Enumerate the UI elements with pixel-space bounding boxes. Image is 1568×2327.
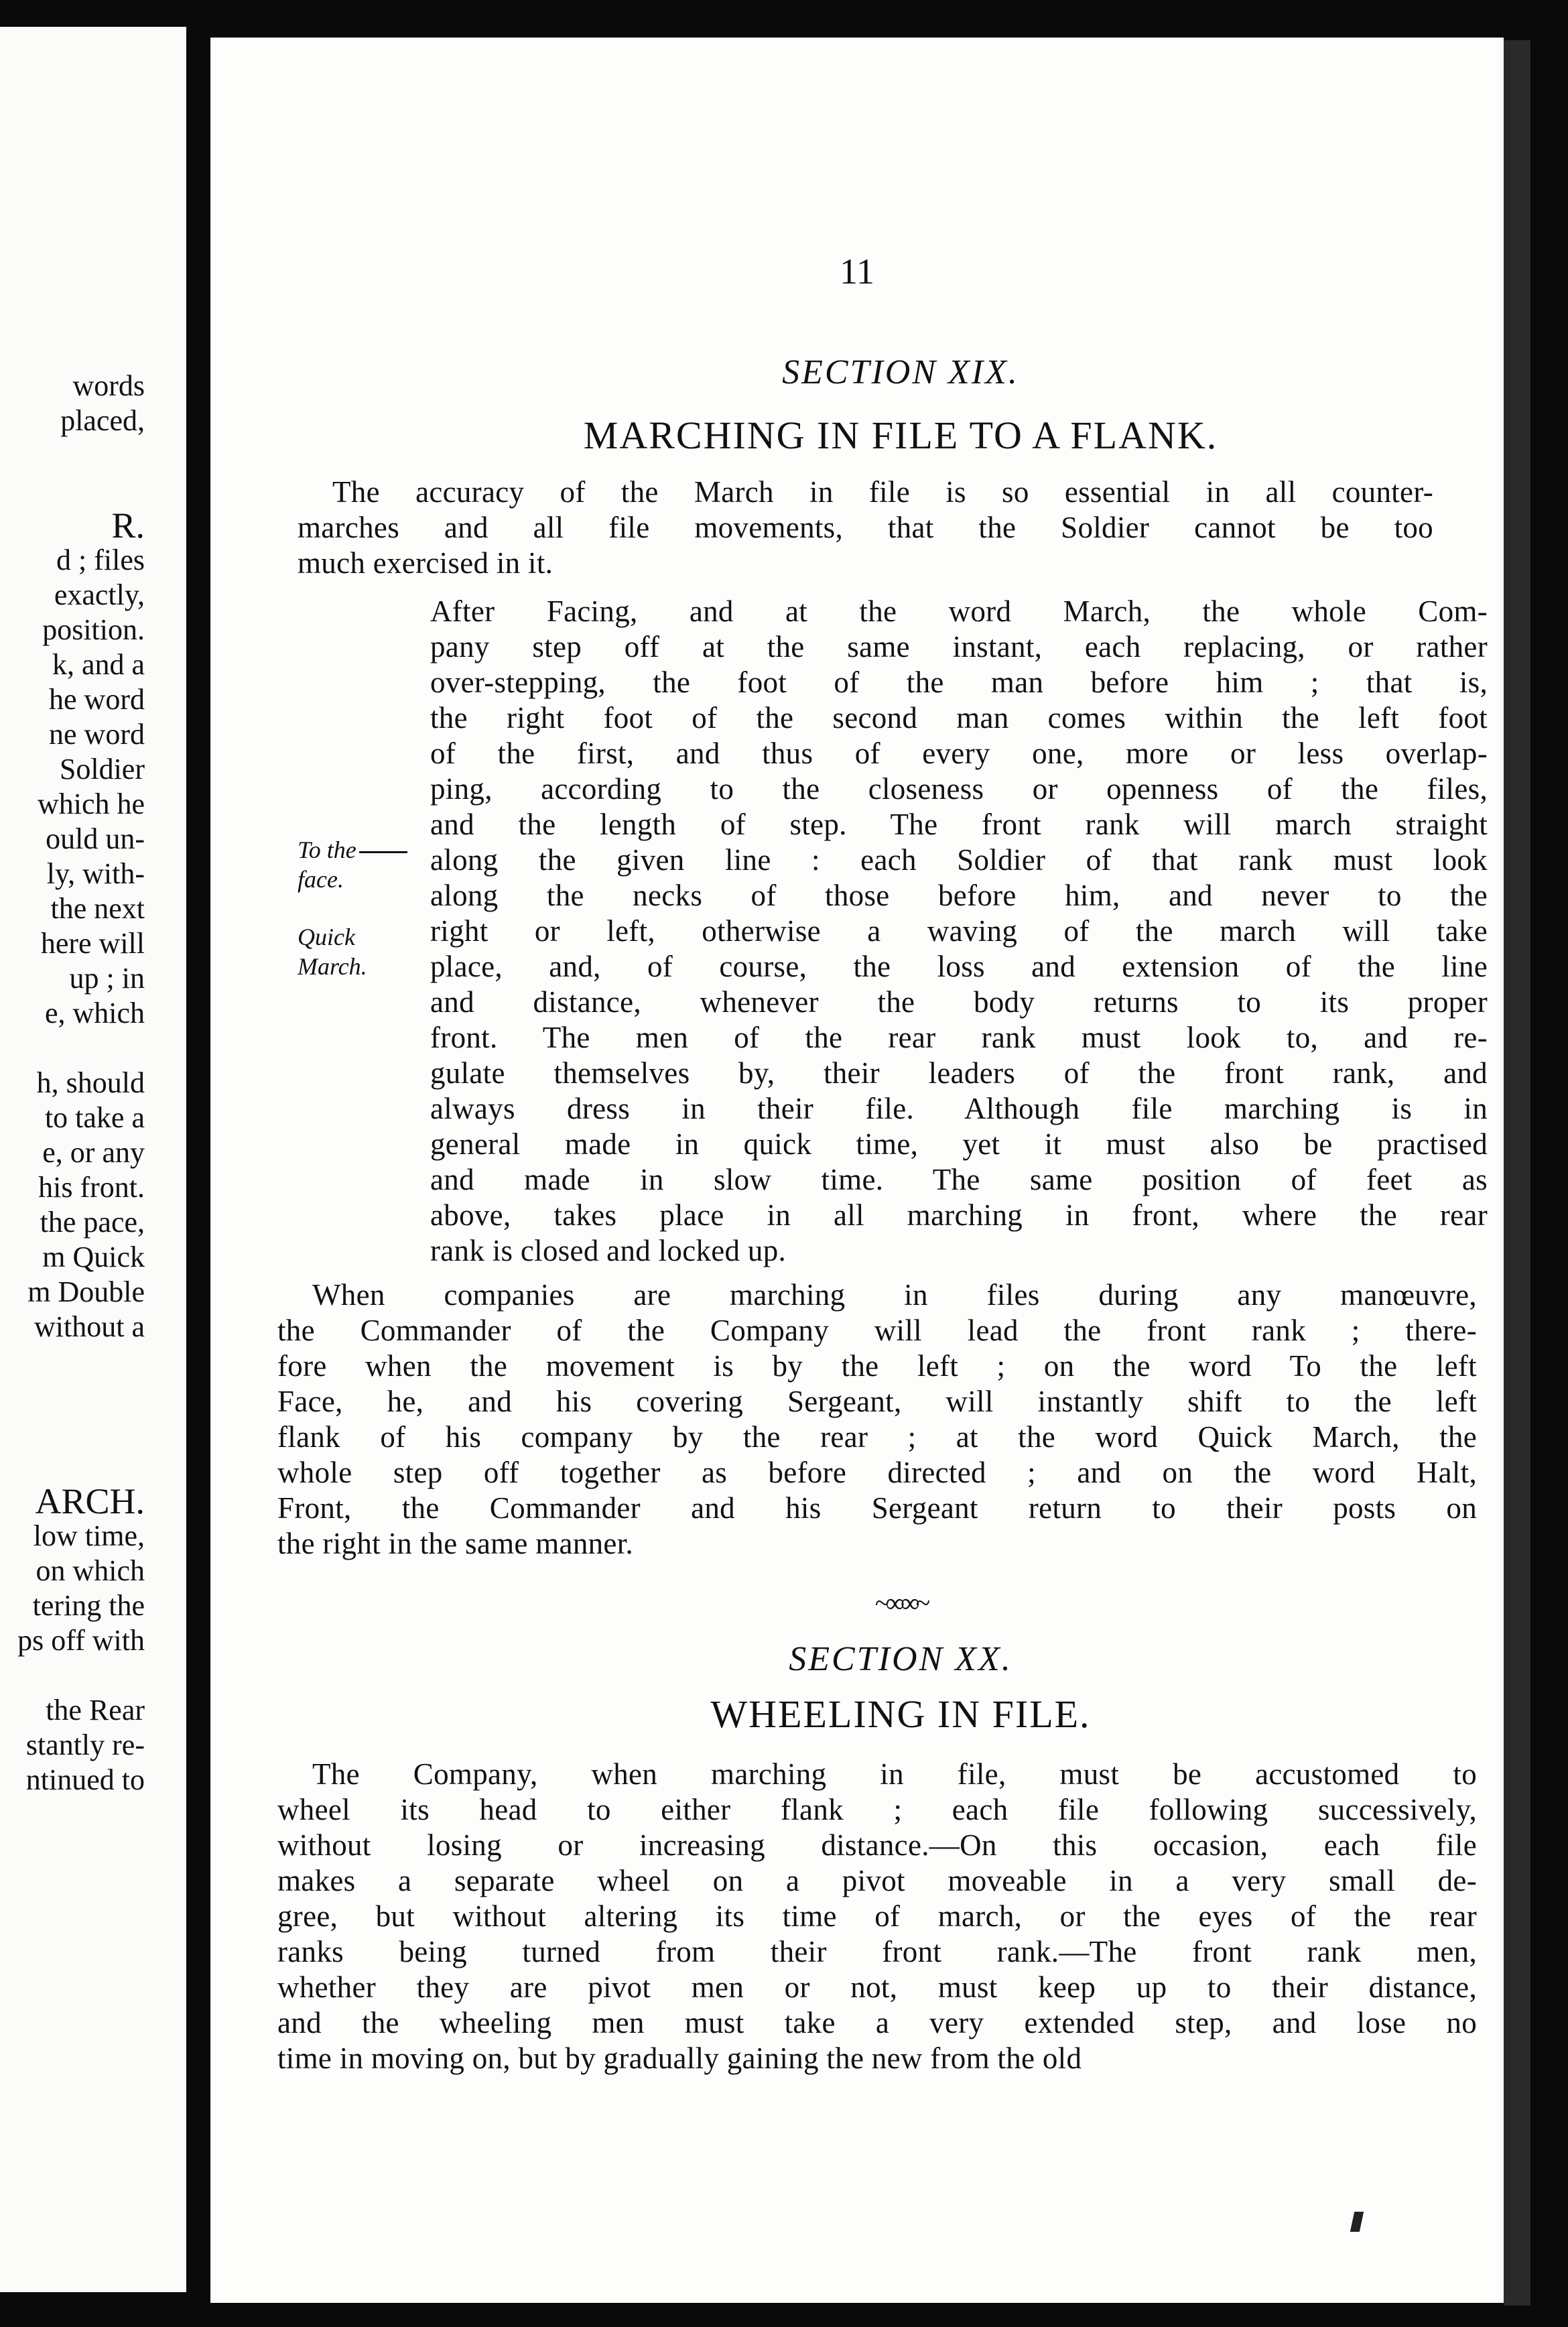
text-line: makes a separate wheel on a pivot moveable in a very small de-	[277, 1864, 1477, 1897]
fragment-line: to take a	[44, 1101, 145, 1134]
fragment-line: ly, with-	[46, 857, 145, 890]
fragment-line: the next	[50, 892, 145, 925]
fragment-line: d ; files	[56, 544, 145, 576]
text-line: marches and all file movements, that the Soldier cannot be too	[298, 511, 1433, 544]
fragment-line: on which	[36, 1554, 145, 1587]
fragment-line: placed,	[60, 404, 145, 437]
fragment-line: exactly,	[54, 578, 145, 611]
text-line: much exercised in it.	[298, 546, 553, 580]
fragment-line: the pace,	[40, 1206, 145, 1239]
fragment-line: k, and a	[52, 648, 145, 681]
fragment-line: stantly re-	[25, 1728, 145, 1761]
text-line: whether they are pivot men or not, must keep up to their distance,	[277, 1970, 1477, 2004]
fragment-line: m Quick	[42, 1241, 145, 1273]
text-line: gulate themselves by, their leaders of the front rank, and	[430, 1056, 1488, 1090]
section-19-paragraph-3	[277, 1277, 1477, 1562]
text-line: wheel its head to either flank ; each file following successively,	[277, 1793, 1477, 1826]
page-number: 11	[840, 251, 874, 292]
text-line: gree, but without altering its time of march, or the eyes of the rear	[277, 1899, 1477, 1933]
fragment-line: here will	[40, 927, 145, 960]
text-line: of the first, and thus of every one, more or less overlap-	[430, 737, 1488, 770]
fragment-line: R.	[111, 505, 145, 546]
text-line: and distance, whenever the body returns to its proper	[430, 985, 1488, 1019]
marginal-text: Quick	[298, 924, 355, 950]
section-19-paragraph-2	[430, 594, 1488, 1269]
text-line: The accuracy of the March in file is so essential in all counter-	[332, 475, 1433, 509]
text-line: After Facing, and at the word March, the whole Com-	[430, 594, 1488, 628]
section-19-title: MARCHING IN FILE TO A FLANK.	[583, 414, 1218, 457]
text-line: Front, the Commander and his Sergeant return to their posts on	[277, 1491, 1477, 1525]
fragment-line: ARCH.	[35, 1481, 145, 1521]
fragment-line: his front.	[38, 1171, 145, 1204]
section-20-heading: SECTION XX.	[789, 1640, 1012, 1678]
fragment-line: tering the	[32, 1589, 145, 1622]
fragment-line: he word	[49, 683, 145, 716]
section-19-paragraph-1	[298, 475, 1433, 581]
text-line: and the wheeling men must take a very extended step, and lose no	[277, 2006, 1477, 2039]
text-line: always dress in their file. Although file marching is in	[430, 1092, 1488, 1125]
book-page	[210, 38, 1504, 2303]
fragment-line: e, which	[44, 997, 145, 1029]
fragment-line: the Rear	[46, 1694, 145, 1726]
text-line: the right in the same manner.	[277, 1527, 634, 1560]
section-20-paragraph-1	[277, 1757, 1477, 2076]
text-line: the right foot of the second man comes within the left foot	[430, 701, 1488, 735]
text-line: rank is closed and locked up.	[430, 1234, 787, 1267]
fragment-line: Soldier	[59, 753, 145, 785]
previous-page-fragment	[0, 27, 186, 2292]
text-line: and made in slow time. The same position of feet as	[430, 1163, 1488, 1196]
text-line: front. The men of the rear rank must look to, and re-	[430, 1021, 1488, 1054]
text-line: and the length of step. The front rank will march straight	[430, 808, 1488, 841]
fragment-line: words	[72, 369, 145, 402]
text-line: When companies are marching in files during any manœuvre,	[312, 1278, 1477, 1312]
marginal-note-quick-march	[298, 922, 367, 981]
page-gutter	[186, 0, 210, 2327]
fragment-line: m Double	[27, 1275, 145, 1308]
section-divider-ornament: ~∞∞~	[874, 1588, 927, 1618]
text-line: ping, according to the closeness or openness of the files,	[430, 772, 1488, 806]
section-19-heading: SECTION XIX.	[782, 353, 1019, 391]
fragment-line: low time,	[33, 1519, 145, 1552]
text-line: pany step off at the same instant, each replacing, or rather	[430, 630, 1488, 664]
text-line: time in moving on, but by gradually gaining the new from the old	[277, 2041, 1082, 2075]
fragment-line: ould un-	[46, 822, 145, 855]
text-line: Face, he, and his covering Sergeant, will instantly shift to the left	[277, 1385, 1477, 1418]
text-line: whole step off together as before directed ; and on the word Halt,	[277, 1456, 1477, 1489]
text-line: fore when the movement is by the left ; on the word To the left	[277, 1349, 1477, 1383]
text-line: right or left, otherwise a waving of the march will take	[430, 914, 1488, 948]
fragment-line: ne word	[49, 718, 145, 751]
text-line: general made in quick time, yet it must also be practised	[430, 1127, 1488, 1161]
text-line: flank of his company by the rear ; at the word Quick March, the	[277, 1420, 1477, 1454]
fragment-line: up ; in	[69, 962, 145, 995]
text-line: the Commander of the Company will lead the front rank ; there-	[277, 1314, 1477, 1347]
fragment-line: h, should	[36, 1066, 145, 1099]
fragment-line: which he	[37, 788, 145, 820]
fragment-line: position.	[42, 613, 145, 646]
text-line: along the given line : each Soldier of that rank must look	[430, 843, 1488, 877]
text-line: The Company, when marching in file, must be accustomed to	[312, 1757, 1477, 1791]
section-20-title: WHEELING IN FILE.	[710, 1692, 1091, 1736]
text-line: over-stepping, the foot of the man before him ; that is,	[430, 666, 1488, 699]
text-line: above, takes place in all marching in front, where the rear	[430, 1198, 1488, 1232]
page-edge-shadow	[1504, 40, 1530, 2306]
text-line: along the necks of those before him, and never to the	[430, 879, 1488, 912]
text-line: without losing or increasing distance.—On this occasion, each file	[277, 1828, 1477, 1862]
dash-rule	[359, 851, 407, 853]
fragment-line: ps off with	[17, 1624, 145, 1657]
fragment-line: without a	[34, 1310, 145, 1343]
fragment-line: e, or any	[42, 1136, 145, 1169]
marginal-text: March.	[298, 953, 367, 980]
text-line: place, and, of course, the loss and extension of the line	[430, 950, 1488, 983]
marginal-note-to-the-face	[298, 835, 407, 894]
marginal-text: To the	[298, 836, 356, 863]
marginal-text: face.	[298, 866, 344, 893]
text-line: ranks being turned from their front rank.—The front rank men,	[277, 1935, 1477, 1968]
fragment-line: ntinued to	[25, 1763, 145, 1796]
